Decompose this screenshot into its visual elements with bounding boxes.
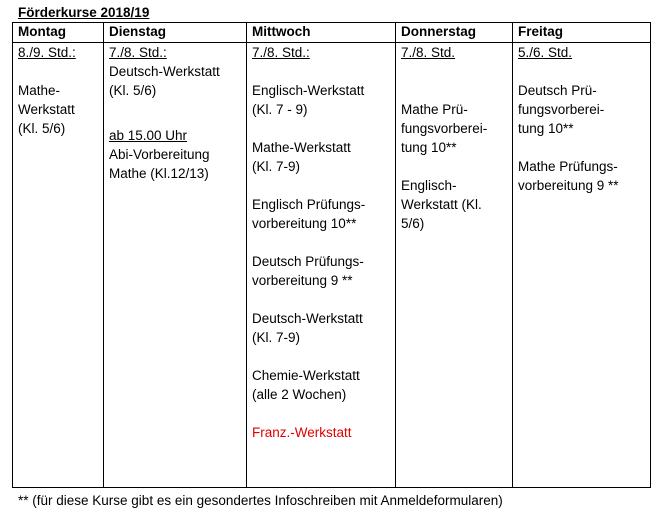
course-line: tung 10** [401,140,457,155]
cell-donnerstag [396,43,513,488]
course-line: Mathe (Kl.12/13) [109,166,209,181]
day-header-montag: Montag [13,23,104,43]
course-line: Englisch Prüfungs- [252,197,366,212]
course-line: Werkstatt [18,102,75,117]
day-header-dienstag: Dienstag [104,23,247,43]
course-table [12,22,651,488]
page-title: Förderkurse 2018/19 [18,5,150,20]
cell-dienstag [104,43,247,488]
course-row [13,43,651,488]
course-line: Deutsch Prü- [518,83,597,98]
course-line: (Kl. 7-9) [252,330,301,345]
time-slot: 7./8. Std. [401,45,456,60]
course-line: Abi-Vorbereitung [109,147,210,162]
header-row [13,23,651,43]
course-line: vorbereitung 9 ** [518,178,619,193]
course-line: Chemie-Werkstatt [252,368,360,383]
course-line: fungsvorberei- [518,102,605,117]
cell-freitag [513,43,651,488]
footnote: ** (für diese Kurse gibt es ein gesondertes Infoschreiben mit Anmeldeformularen) [18,493,503,508]
course-line: Mathe Prüfungs- [518,159,618,174]
course-line: Englisch-Werkstatt [252,83,365,98]
course-line: (Kl. 7-9) [252,159,301,174]
course-line: Mathe- [18,83,61,98]
cell-montag [13,43,104,488]
course-line: Deutsch-Werkstatt [252,311,363,326]
time-slot: 7./8. Std.: [252,45,310,60]
course-line: (alle 2 Wochen) [252,387,347,402]
course-line: (Kl. 7 - 9) [252,102,308,117]
course-line: Mathe-Werkstatt [252,140,351,155]
time-slot: 8./9. Std.: [18,45,76,60]
course-line: Werkstatt (Kl. [401,197,482,212]
day-header-donnerstag: Donnerstag [396,23,513,43]
course-line: tung 10** [518,121,574,136]
time-slot: 7./8. Std.: [109,45,167,60]
course-line: fungsvorberei- [401,121,488,136]
course-line: Mathe Prü- [401,102,468,117]
course-line: 5/6) [401,216,425,231]
course-line: Englisch- [401,178,457,193]
course-line: vorbereitung 10** [252,216,357,231]
day-header-mittwoch: Mittwoch [247,23,396,43]
highlighted-course: Franz.-Werkstatt [252,425,352,440]
course-line: Deutsch-Werkstatt [109,64,220,79]
course-line: (Kl. 5/6) [109,83,157,98]
course-line: Deutsch Prüfungs- [252,254,364,269]
time-slot: 5./6. Std. [518,45,573,60]
course-line: vorbereitung 9 ** [252,273,353,288]
time-slot: ab 15.00 Uhr [109,128,188,143]
cell-mittwoch [247,43,396,488]
course-line: (Kl. 5/6) [18,121,66,136]
day-header-freitag: Freitag [513,23,651,43]
